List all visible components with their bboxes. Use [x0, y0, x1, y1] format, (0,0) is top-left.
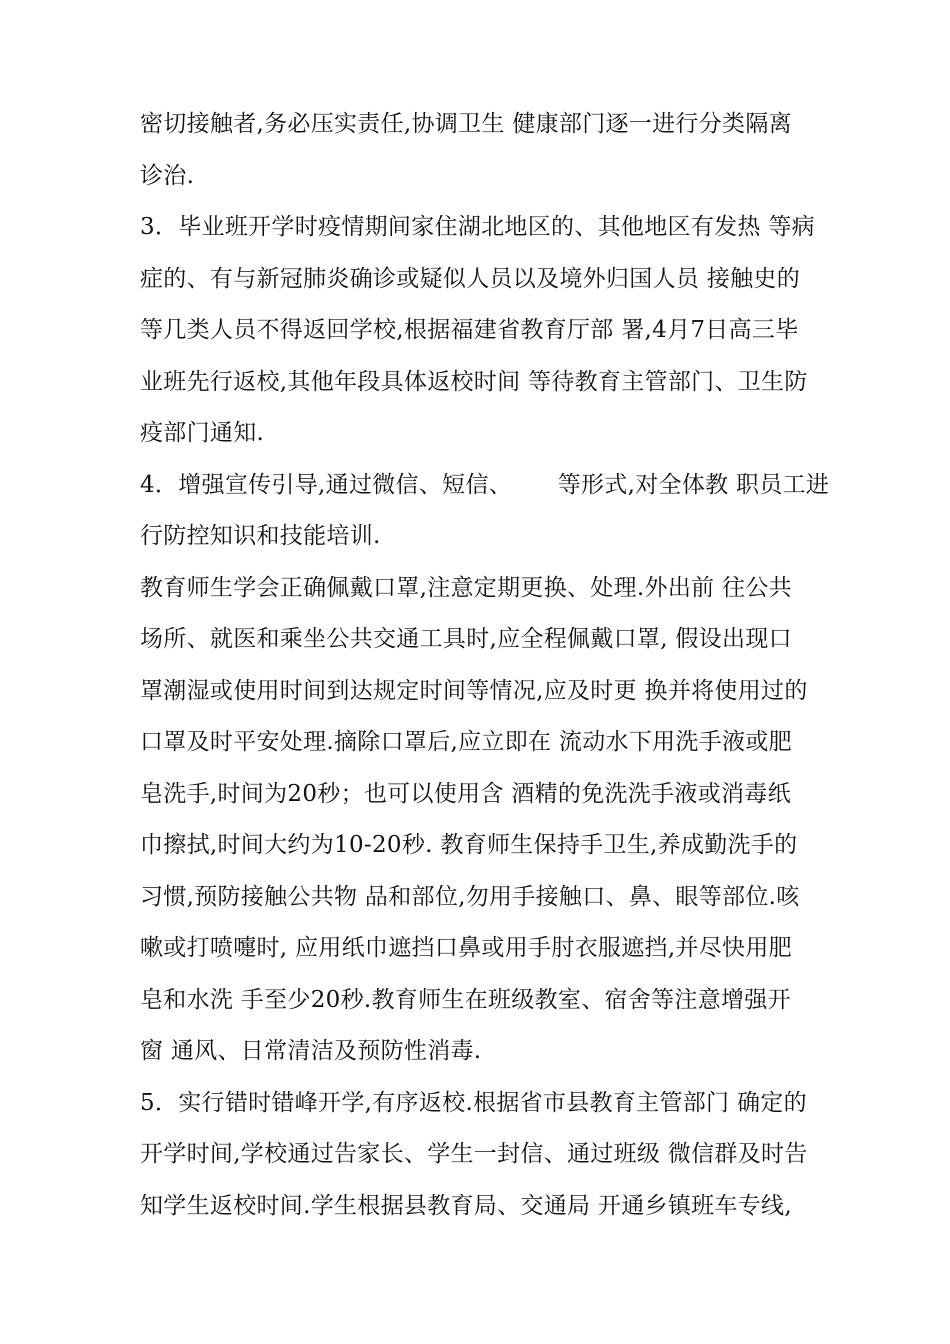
text-line: 行防控知识和技能培训. — [140, 523, 381, 549]
text-line: 场所、就医和乘坐公共交通工具时,应全程佩戴口罩, 假设出现口 — [140, 626, 792, 652]
text-line: 3．毕业班开学时疫情期间家住湖北地区的、其他地区有发热 等病 — [140, 214, 815, 240]
text-line: 巾擦拭,时间大约为10-20秒. 教育师生保持手卫生,养成勤洗手的 — [140, 832, 798, 858]
text-line: 皂洗手,时间为20秒；也可以使用含 酒精的免洗洗手液或消毒纸 — [140, 780, 791, 807]
text-line: 等几类人员不得返回学校,根据福建省教育厅部 署,4月7日高三毕 — [140, 317, 799, 343]
text-line: 知学生返校时间.学生根据县教育局、交通局 开通乡镇班车专线, — [140, 1192, 792, 1219]
text-line: 习惯,预防接触公共物 品和部位,勿用手接触口、鼻、眼等部位.咳 — [140, 883, 800, 910]
text-line: 嗽或打喷嚏时, 应用纸巾遮挡口鼻或用手肘衣服遮挡,并尽快用肥 — [140, 935, 792, 961]
text-line: 业班先行返校,其他年段具体返校时间 等待教育主管部门、卫生防 — [140, 368, 808, 395]
text-line: 疫部门通知. — [140, 420, 265, 446]
text-line: 窗 通风、日常清洁及预防性消毒. — [140, 1038, 482, 1064]
text-line: 皂和水洗 手至少20秒.教育师生在班级教室、宿舍等注意增强开 — [140, 986, 791, 1013]
text-line: 密切接触者,务必压实责任,协调卫生 健康部门逐一进行分类隔离 — [140, 111, 792, 137]
text-line: 教育师生学会正确佩戴口罩,注意定期更换、处理.外出前 往公共 — [140, 574, 792, 601]
text-line: 症的、有与新冠肺炎确诊或疑似人员以及境外归国人员 接触史的 — [140, 265, 801, 292]
text-line: 罩潮湿或使用时间到达规定时间等情况,应及时更 换并将使用过的 — [140, 677, 808, 704]
document-body — [140, 99, 840, 1232]
text-line: 诊治. — [140, 162, 195, 189]
text-line: 口罩及时平安处理.摘除口罩后,应立即在 流动水下用洗手液或肥 — [140, 729, 792, 755]
text-line: 开学时间,学校通过告家长、学生一封信、通过班级 微信群及时告 — [140, 1141, 808, 1167]
text-line: 4．增强宣传引导,通过微信、短信、 等形式,对全体教 职员工进 — [140, 471, 830, 498]
text-line: 5．实行错时错峰开学,有序返校.根据省市县教育主管部门 确定的 — [140, 1089, 807, 1116]
